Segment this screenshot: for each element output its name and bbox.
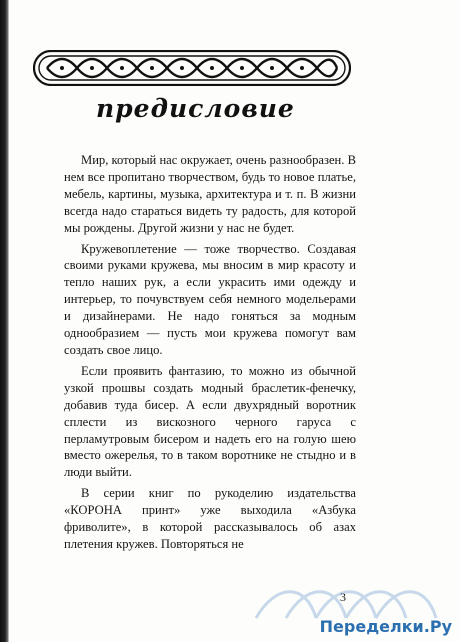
watermark-site-label[interactable]: Переделки.Ру — [319, 617, 452, 636]
paragraph: В серии книг по рукоделию издательства «КОРОНА принт» уже выходила «Азбука фриволите», в которой рассказывалось об азах плетения кружев. Повторяться не — [64, 486, 356, 551]
page-number: 3 — [340, 590, 346, 604]
body-text — [64, 152, 356, 557]
celtic-knot-ornament — [33, 50, 351, 86]
paragraph: Если проявить фантазию, то можно из обычной узкой прошвы создать модный браслетик-фенечку, добавив туда бисер. А если двухрядный воротник сплести из вискозного черного гаруса с перламутровым бисером и надеть его на голую шею вместо ожерелья, то в таком воротнике не стыдно и в люди выйти. — [64, 363, 356, 480]
paragraph: Кружевоплетение — тоже творчество. Создавая своими руками кружева, мы вносим в мир красоту и тепло наших рук, а если украсить ими одежду и интерьер, то почувствуем себя немного модельерами и дизайнерами. Не надо гоняться за модным однообразием — пусть мои кружева помогут вам создать свое лицо. — [64, 241, 356, 357]
book-spine-shadow — [0, 0, 9, 642]
paragraph: Мир, который нас окружает, очень разнообразен. В нем все пропитано творчеством, будь то новое платье, мебель, картины, музыка, архитектура и т. п. В жизни всегда надо стараться видеть ту радость, для которой мы рождены. Другой жизни у нас не будет. — [64, 153, 356, 235]
chapter-heading: предисловие — [96, 94, 295, 123]
